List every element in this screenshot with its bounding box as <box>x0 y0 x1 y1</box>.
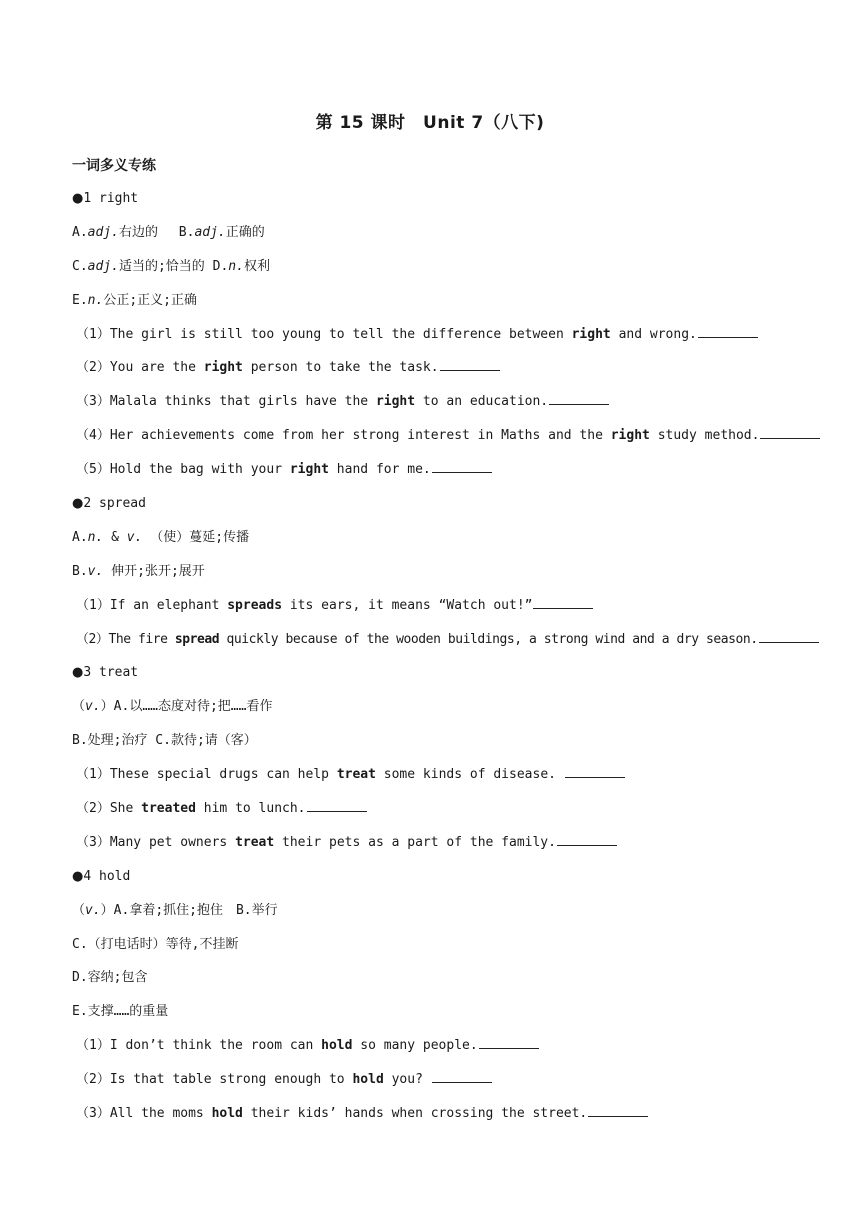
word-heading-text: 3 treat <box>83 665 139 681</box>
sense-text: E.支撑……的重量 <box>72 1004 169 1020</box>
exercise-sentence <box>72 796 832 830</box>
sentence-text: All the moms <box>109 1106 212 1122</box>
word-heading <box>72 864 832 898</box>
question-number: （2） <box>76 360 110 376</box>
sense-line <box>72 254 832 288</box>
question-number: （1） <box>76 326 110 342</box>
exercise-sentence <box>72 389 832 423</box>
sense-line <box>72 965 832 999</box>
sense-text: 权利 <box>243 258 270 274</box>
sense-line <box>72 559 832 593</box>
sense-text: 正确的 <box>225 224 265 240</box>
answer-blank[interactable] <box>479 1036 539 1049</box>
part-of-speech: n. <box>87 292 104 308</box>
keyword: treat <box>336 767 376 783</box>
keyword: hold <box>321 1038 353 1054</box>
keyword: treated <box>141 801 196 817</box>
sentence-text: its ears, it means “Watch out!” <box>282 597 533 613</box>
keyword: right <box>203 360 243 376</box>
question-number: （4） <box>76 428 110 444</box>
sentence-text: him to lunch. <box>195 801 306 817</box>
sense-line <box>72 525 832 559</box>
exercise-sentence <box>72 830 832 864</box>
sense-text: 伸开;张开;展开 <box>103 563 205 579</box>
part-of-speech: v. <box>85 699 101 715</box>
question-number: （1） <box>76 1038 110 1054</box>
word-heading <box>72 186 832 220</box>
sentence-text: These special drugs can help <box>109 767 337 783</box>
sentence-text: Her achievements come from her strong interest in Maths and the <box>109 428 611 444</box>
sentence-text: The girl is still too young to tell the difference between <box>109 326 572 342</box>
exercise-sentence <box>72 627 832 661</box>
sentence-text: some kinds of disease. <box>375 767 564 783</box>
exercise-sentence <box>72 593 832 627</box>
exercise-sentence <box>72 1033 832 1067</box>
word-heading <box>72 491 832 525</box>
sense-text: C. <box>72 258 88 274</box>
sentence-text: hand for me. <box>328 462 431 478</box>
word-heading-text: 4 hold <box>83 868 131 884</box>
sense-line <box>72 694 832 728</box>
exercise-sentence <box>72 423 832 457</box>
answer-blank[interactable] <box>432 1070 492 1083</box>
word-heading-text: 1 right <box>83 191 139 206</box>
sentence-text: their kids’ hands when crossing the street. <box>242 1106 588 1122</box>
sense-text: D.容纳;包含 <box>72 970 148 986</box>
answer-blank[interactable] <box>588 1104 648 1117</box>
question-number: （1） <box>76 597 110 613</box>
sense-text: C.（打电话时）等待,不挂断 <box>72 936 239 952</box>
question-number: （3） <box>76 394 110 410</box>
answer-blank[interactable] <box>533 596 593 609</box>
sense-text: B. <box>72 563 88 579</box>
answer-blank[interactable] <box>549 392 609 405</box>
sense-line <box>72 932 832 966</box>
keyword: hold <box>211 1106 243 1122</box>
question-number: （2） <box>76 631 109 647</box>
sentence-text: their pets as a part of the family. <box>274 834 556 850</box>
sense-line <box>72 728 832 762</box>
answer-blank[interactable] <box>698 325 758 338</box>
answer-blank[interactable] <box>565 765 625 778</box>
part-of-speech: n. <box>87 529 104 545</box>
word-heading-text: 2 spread <box>83 496 146 512</box>
sentence-text: Hold the bag with your <box>109 462 290 478</box>
sentence-text: The fire <box>108 631 175 647</box>
part-of-speech: v. <box>126 529 143 545</box>
question-number: （3） <box>76 1106 110 1122</box>
sense-text: 右边的 B. <box>118 224 195 240</box>
word-heading <box>72 660 832 694</box>
sense-text: A. <box>72 529 88 545</box>
sentence-text: If an elephant <box>109 597 228 613</box>
exercise-sentence <box>72 1067 832 1101</box>
exercise-list <box>72 186 832 1135</box>
sentence-text: person to take the task. <box>242 360 439 376</box>
sentence-text: study method. <box>649 428 760 444</box>
section-heading: 一词多义专练 <box>72 158 156 174</box>
part-of-speech: adj. <box>87 224 119 240</box>
answer-blank[interactable] <box>760 426 820 439</box>
question-number: （1） <box>76 767 110 783</box>
part-of-speech: v. <box>87 563 104 579</box>
keyword: right <box>375 394 416 410</box>
sentence-text: You are the <box>109 360 204 376</box>
part-of-speech: adj. <box>194 224 226 240</box>
sentence-text: and wrong. <box>610 326 697 342</box>
answer-blank[interactable] <box>307 799 367 812</box>
sense-line <box>72 288 832 322</box>
keyword: right <box>289 462 329 478</box>
question-number: （5） <box>76 462 110 478</box>
keyword: right <box>571 326 611 342</box>
keyword: right <box>610 428 650 444</box>
answer-blank[interactable] <box>759 630 819 643</box>
keyword: treat <box>235 834 275 850</box>
question-number: （3） <box>76 834 110 850</box>
keyword: spreads <box>227 597 283 613</box>
sentence-text: I don’t think the room can <box>109 1038 322 1054</box>
answer-blank[interactable] <box>557 833 617 846</box>
exercise-sentence <box>72 457 832 491</box>
answer-blank[interactable] <box>440 358 500 371</box>
sentence-text: Malala thinks that girls have the <box>109 394 376 410</box>
bullet-icon: ● <box>72 665 84 681</box>
exercise-sentence <box>72 322 832 356</box>
sentence-text: you? <box>383 1072 431 1088</box>
exercise-sentence <box>72 762 832 796</box>
bullet-icon: ● <box>72 496 84 512</box>
bullet-icon: ● <box>72 191 84 206</box>
sense-text: B.处理;治疗 C.款待;请（客） <box>72 733 257 749</box>
sense-text: （ <box>72 902 86 918</box>
question-number: （2） <box>76 801 110 817</box>
sense-line <box>72 898 832 932</box>
keyword: hold <box>352 1072 384 1088</box>
part-of-speech: n. <box>228 258 244 274</box>
sense-text: & <box>103 529 127 545</box>
sense-text: 适当的;恰当的 D. <box>118 258 229 274</box>
exercise-sentence <box>72 1101 832 1135</box>
exercise-sentence <box>72 355 832 389</box>
part-of-speech: adj. <box>87 258 119 274</box>
sense-text: A. <box>72 224 88 240</box>
sense-text: 公正;正义;正确 <box>103 292 197 308</box>
sense-text: （ <box>72 699 86 715</box>
sense-line <box>72 999 832 1033</box>
sense-text: E. <box>72 292 88 308</box>
part-of-speech: v. <box>85 902 101 918</box>
question-number: （2） <box>76 1072 110 1088</box>
sense-text: ）A.拿着;抓住;抱住 B.举行 <box>100 902 278 918</box>
sense-text: （使）蔓延;传播 <box>142 529 250 545</box>
sentence-text: so many people. <box>352 1038 478 1054</box>
bullet-icon: ● <box>72 868 84 884</box>
sense-text: ）A.以……态度对待;把……看作 <box>100 699 273 715</box>
sentence-text: quickly because of the wooden buildings, a strong wind and a dry season. <box>219 631 758 647</box>
sentence-text: Is that table strong enough to <box>109 1072 353 1088</box>
sense-line <box>72 220 832 254</box>
keyword: spread <box>174 631 220 647</box>
sentence-text: to an education. <box>415 394 549 410</box>
sentence-text: Many pet owners <box>109 834 236 850</box>
answer-blank[interactable] <box>432 460 492 473</box>
page-title: 第 15 课时 Unit 7（八下) <box>315 113 545 133</box>
sentence-text: She <box>109 801 142 817</box>
